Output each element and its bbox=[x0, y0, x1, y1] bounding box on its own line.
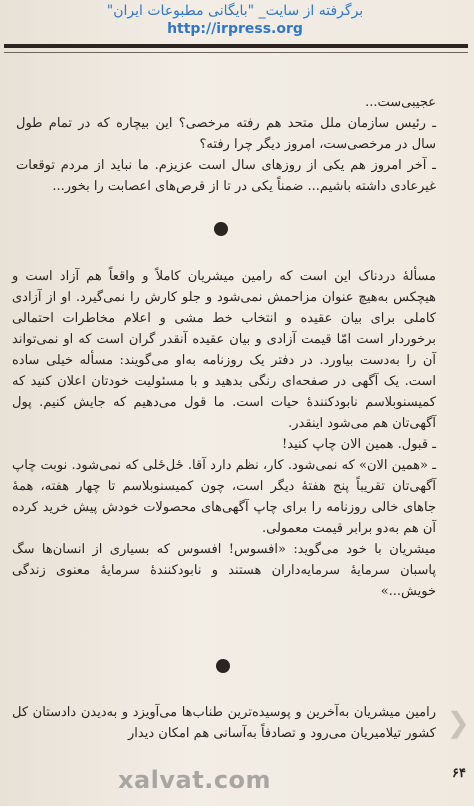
paragraph: ـ رئیس سازمان ملل متحد هم رفته مرخصی؟ این بیچاره که در تمام طول سال در مرخصی‌ست، امروز دیگر چرا رفته؟ bbox=[16, 116, 436, 152]
paragraph: ـ آخر امروز هم یکی از روزهای سال است عزیزم. ما نباید از مردم توقعات غیرعادی داشته باشیم... ضمناً یکی در تا از قرص‌های اعصابت را بخور... bbox=[16, 158, 436, 194]
watermark-title: برگرفته از سایت_ "بایگانی مطبوعات ایران" bbox=[106, 3, 364, 19]
text-section-2 bbox=[12, 266, 436, 602]
site-watermark: xalvat.com bbox=[118, 766, 272, 794]
section-divider-dot bbox=[214, 222, 228, 236]
paragraph: میشریان با خود می‌گوید: «افسوس! افسوس که بسیاری از انسان‌ها سگ پاسبان سرمایهٔ سرمایه‌داران هستند و نابودکنندهٔ سرمایهٔ معنوی زندگی خویش...» bbox=[12, 542, 436, 599]
paragraph: ـ «همین الان» که نمی‌شود. کار، نظم دارد آقا. ځل‌ځلی که نمی‌شود. نوبت چاپ آگهی‌تان تقریباً پنج هفتهٔ دیگر است، چون کمیسنوبلاسم تا چهار هفته، همهٔ جاهای خالی روزنامه را برای چاپ آگهی‌های محصولات خودش پیش خرید کرده آن هم به‌دو برابر قیمت معمولی. bbox=[12, 458, 436, 536]
header-rule-thin bbox=[4, 52, 468, 53]
paragraph: رامین میشریان به‌آخرین و پوسیده‌ترین طناب‌ها می‌آویزد و به‌دیدن دادستان کل کشور تیلامیریان می‌رود و تصادفاً به‌آسانی هم امکان دیدار bbox=[12, 705, 436, 741]
page-edge-arrow-icon: ❯ bbox=[446, 706, 470, 739]
section-divider-dot bbox=[216, 659, 230, 673]
page-number: ۶۴ bbox=[452, 766, 466, 781]
paragraph: ـ قبول. همین الان چاپ کنید! bbox=[282, 437, 436, 452]
text-section-1 bbox=[16, 92, 436, 197]
header-rule-thick bbox=[4, 44, 468, 48]
source-watermark bbox=[70, 2, 400, 38]
paragraph: عجیبی‌ست... bbox=[365, 95, 436, 110]
watermark-url[interactable]: http://irpress.org bbox=[167, 21, 303, 37]
paragraph: مسألهٔ دردناک این است که رامین میشریان کاملاً و واقعاً هم آزاد است و هیچکس به‌هیچ عنوان مزاحمش نمی‌شود و جلو کارش را نمی‌گیرد. او از آزادی کاملی برای بیان عقیده و انتخاب خط مشی و اعلام مخاطرات احتمالی برخوردار است امّا قیمت آزادی و بیان عقیده آنقدر گران است که او نمی‌تواند آن را به‌دست بیاورد. در دفتر یک روزنامه به‌او می‌گویند: مسأله خیلی ساده است. یک آگهی در صفحه‌ای رنگی بدهید و با مسئولیت خودتان اعلان کنید که کمیسنوبلاسم نابودکنندهٔ حیات است. ما قول می‌دهیم که جایش کنیم. پول آگهی‌تان هم می‌شود اینقدر. bbox=[12, 269, 436, 431]
text-section-3 bbox=[12, 702, 436, 744]
